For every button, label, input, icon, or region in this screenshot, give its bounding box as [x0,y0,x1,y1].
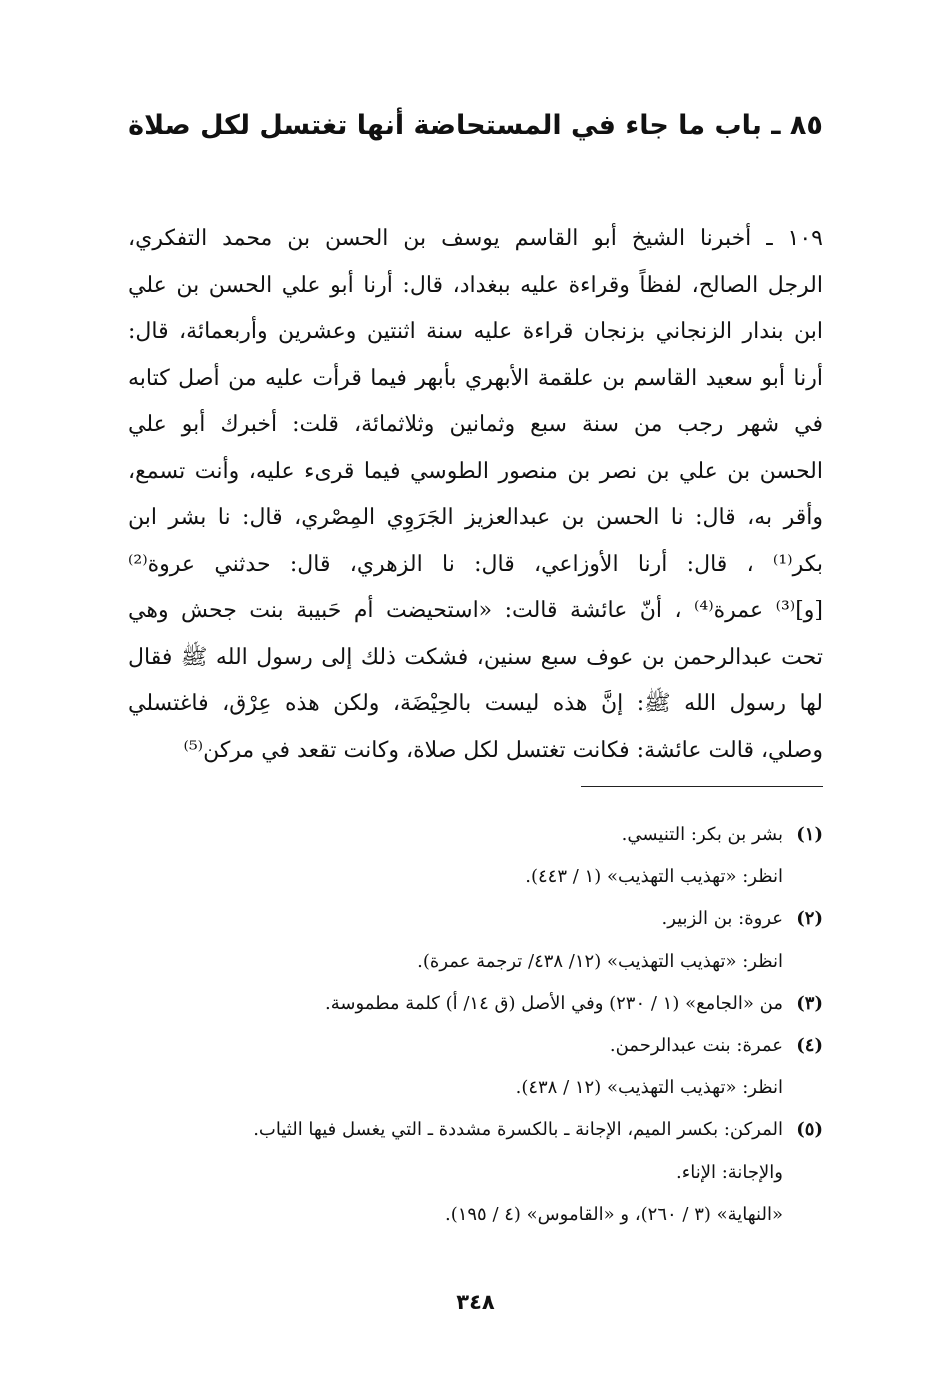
footnote-line [123,1067,823,1109]
footnote-text: انظر: «تهذيب التهذيب» (١٢ / ٤٣٨). [515,1077,783,1099]
body-line: وأقر به، قال: نا الحسن بن عبدالعزيز الجَرَوِي المِصْري، قال: نا بشر ابن [128,505,823,530]
footnote-text: عمرة: بنت عبدالرحمن. [609,1034,783,1056]
body-line: لها رسول الله ﷺ: إنَّ هذه ليست بالحِيْضَة، ولكن هذه عِرْق، فاغتسلي [128,691,823,716]
footnote-number: (٢) [796,908,823,930]
body-line: [و]⁽³⁾ عمرة⁽⁴⁾ ، أنّ عائشة قالت: «استحيضت أم حَبيبة بنت جحش وهي [128,598,823,623]
footnote-text: «النهاية» (٣ / ٢٦٠)، و «القاموس» (٤ / ١٩٥). [444,1203,783,1225]
footnote-separator [581,786,823,787]
footnote-number: (١) [796,824,823,845]
footnote-number: (٥) [796,1119,823,1141]
body-line: بكر⁽¹⁾ ، قال: أرنا الأوزاعي، قال: نا الزهري، قال: حدثني عروة⁽²⁾ [128,551,823,577]
footnote-line [123,1109,823,1151]
footnote-text: انظر: «تهذيب التهذيب» (١ / ٤٤٣). [525,866,783,888]
body-line: تحت عبدالرحمن بن عوف سبع سنين، فشكت ذلك إلى رسول الله ﷺ فقال [128,644,823,670]
page-number: ٣٤٨ [456,1290,495,1314]
body-line: أرنا أبو سعيد القاسم بن علقمة الأبهري بأبهر فيما قرأت عليه من أصل كتابه [128,365,823,391]
footnote-number: (٤) [796,1034,823,1056]
footnote-line [123,983,823,1025]
hadith-body [128,216,823,774]
body-line: ابن بندار الزنجاني بزنجان قراءة عليه سنة اثنتين وعشرين وأربعمائة، قال: [128,319,823,344]
body-line: وصلي، قالت عائشة: فكانت تغتسل لكل صلاة، وكانت تقعد في مركن⁽⁵⁾ [183,737,823,763]
footnote-line [123,1152,823,1194]
footnote-line [123,1025,823,1067]
body-line: في شهر رجب من سنة سبع وثمانين وثلاثمائة، قلت: أخبرك أبو علي [128,412,823,437]
footnote-line [123,814,823,856]
footnote-text: بشر بن بكر: التنيسي. [621,824,783,845]
footnotes [123,814,823,1236]
body-line: الحسن بن علي بن نصر بن منصور الطوسي فيما قرىء عليه، وأنت تسمع، [128,458,823,484]
footnote-text: عروة: بن الزبير. [661,908,783,930]
footnote-text: المركن: بكسر الميم، الإجانة ـ بالكسرة مشددة ـ التي يغسل فيها الثياب. [253,1119,783,1141]
footnote-text: من «الجامع» (١ / ٢٣٠) وفي الأصل (ق ١٤/ أ) كلمة مطموسة. [325,992,783,1014]
body-line: الرجل الصالح، لفظاً وقراءة عليه ببغداد، قال: أرنا أبو علي الحسن بن علي [128,272,823,298]
footnote-line [123,941,823,983]
chapter-title: ٨٥ ـ باب ما جاء في المستحاضة أنها تغتسل لكل صلاة [128,110,823,141]
footnote-number: (٣) [796,992,823,1014]
footnote-text: والإجانة: الإناء. [676,1161,783,1183]
footnote-line [123,1194,823,1236]
footnote-line [123,856,823,898]
body-line: ١٠٩ ـ أخبرنا الشيخ أبو القاسم يوسف بن الحسن بن محمد التفكري، [128,226,823,251]
footnote-line [123,898,823,940]
footnote-text: انظر: «تهذيب التهذيب» (١٢/ ٤٣٨/ ترجمة عمرة). [417,950,783,972]
